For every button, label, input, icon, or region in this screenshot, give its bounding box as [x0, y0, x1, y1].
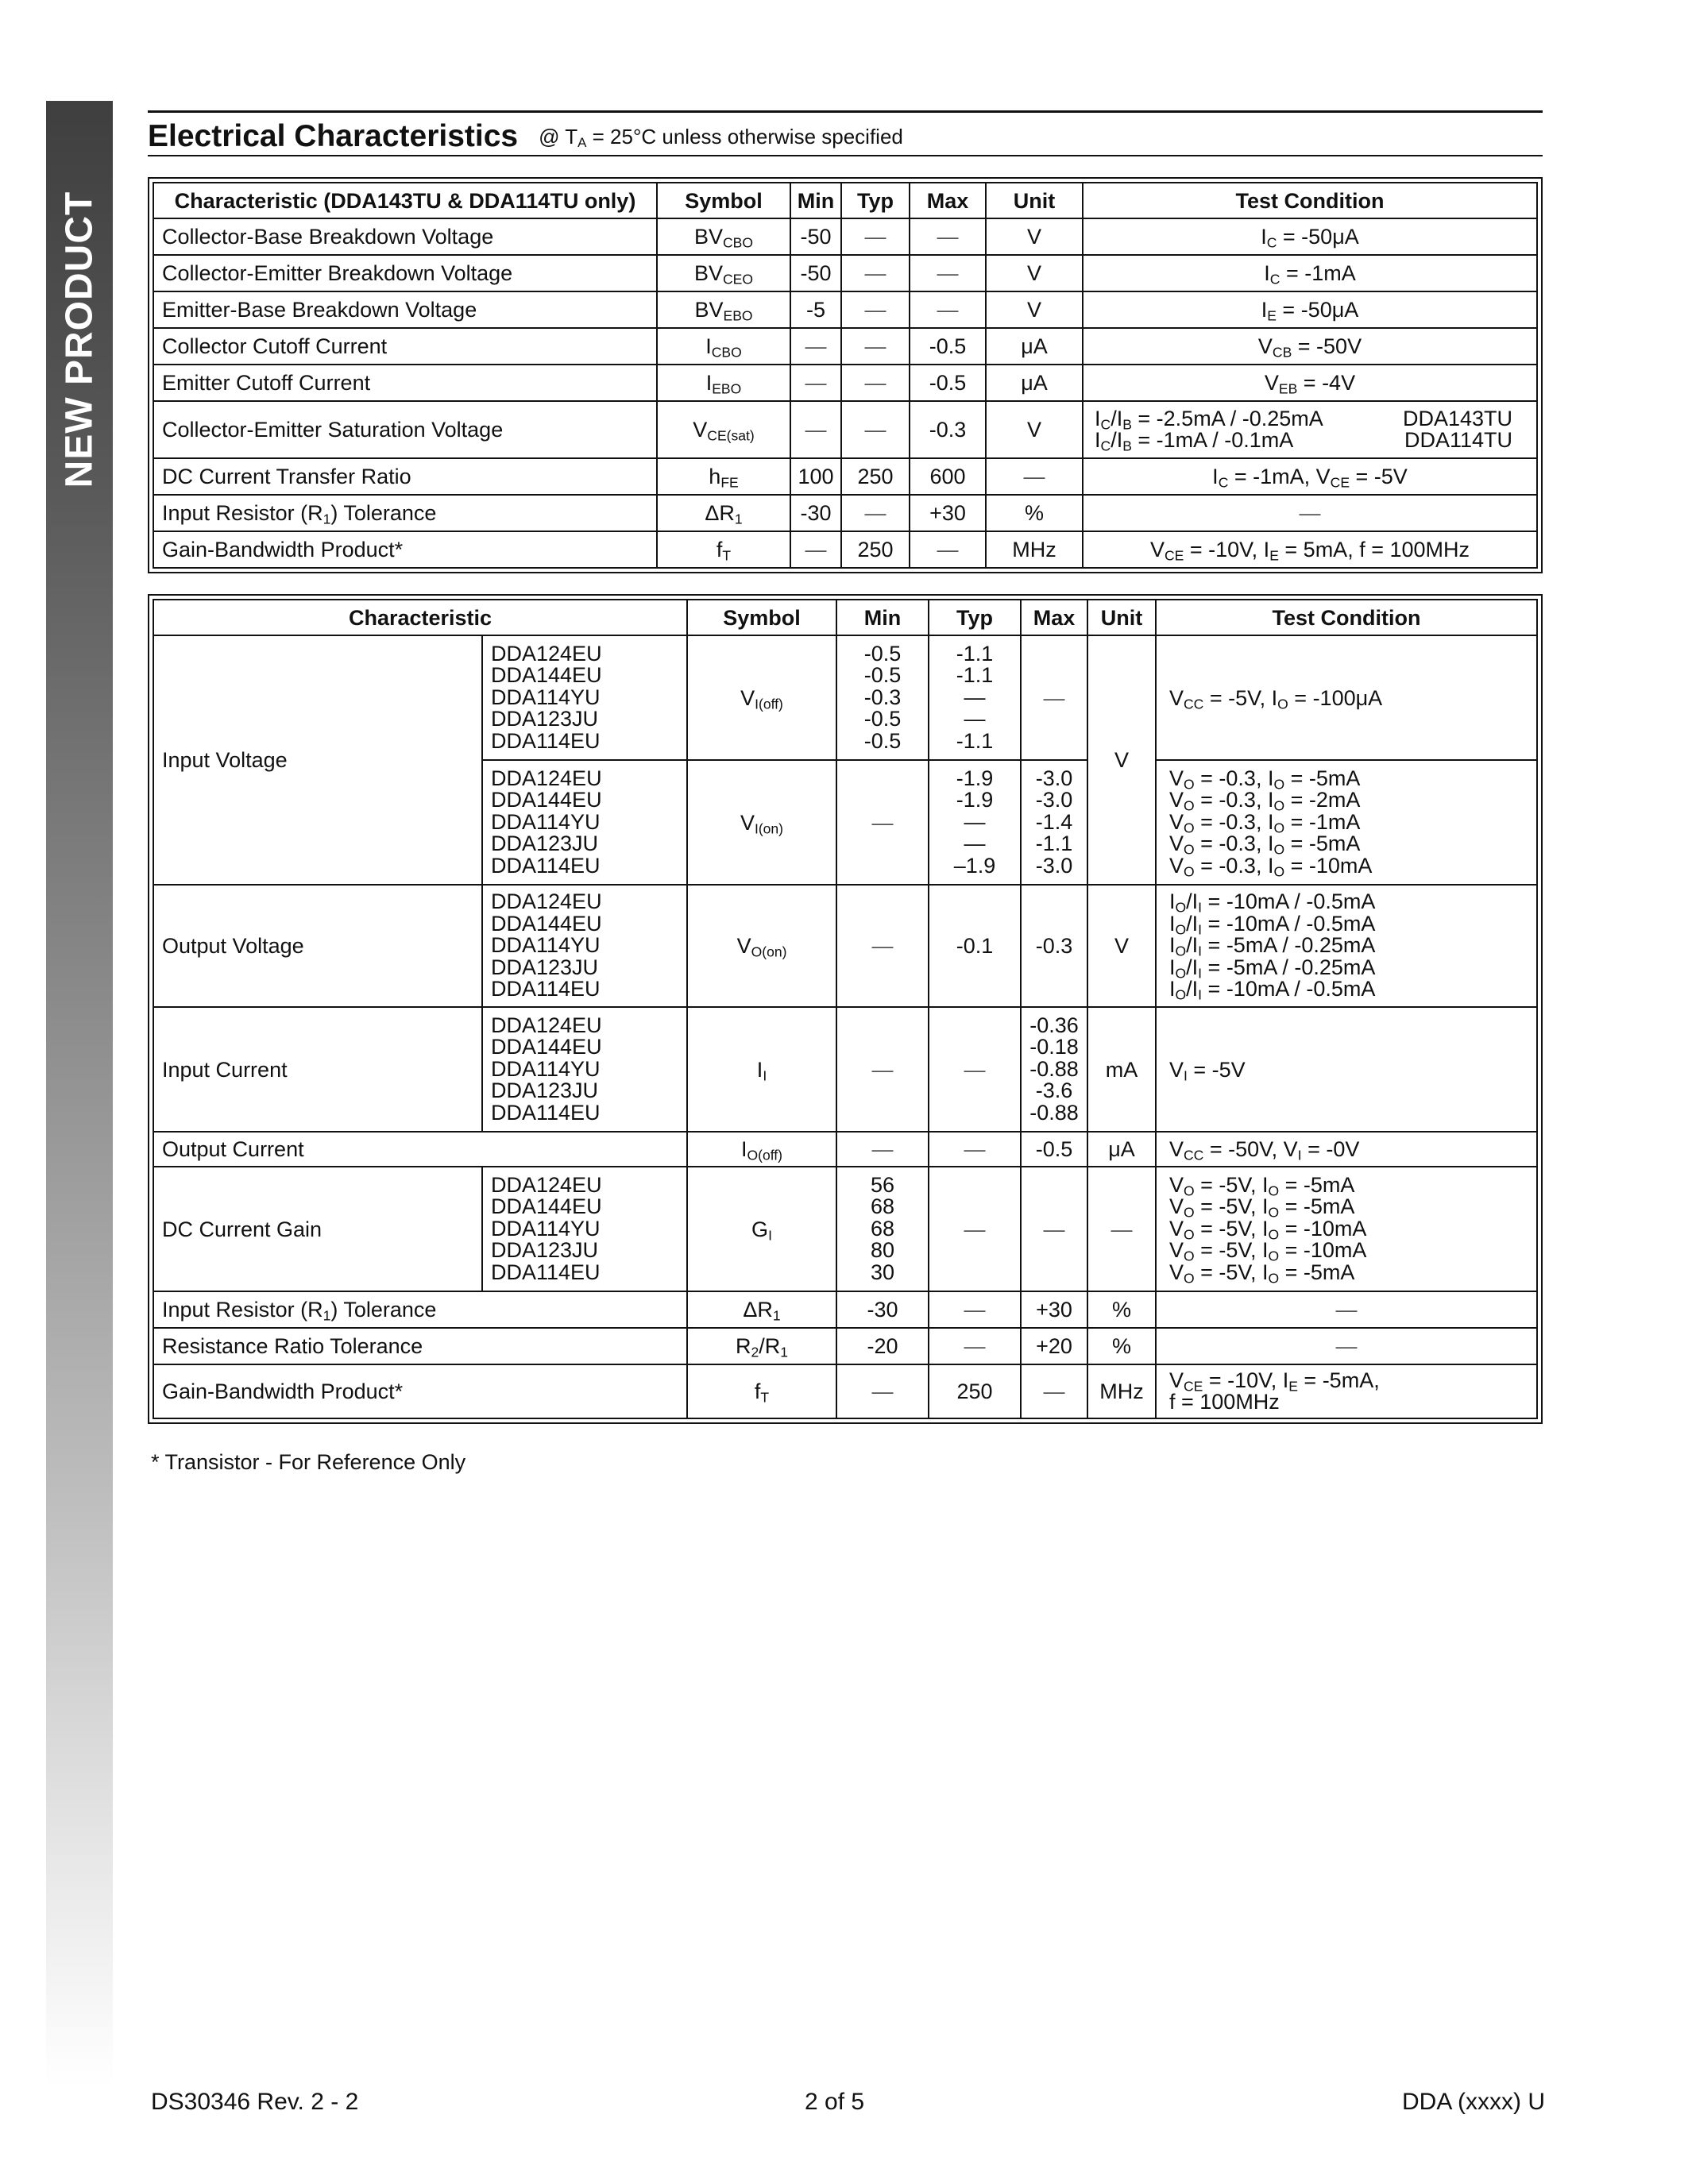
section-title: Electrical Characteristics: [148, 119, 519, 153]
table-row: Input Current DDA124EU DDA144EU DDA114YU DDA123JU DDA114EU $I_I$ — — -0.36 -0.18 -0.88 -3.6 -0.88 mA $V_I = -5V$: [153, 1007, 1537, 1132]
part-list: DDA124EU DDA144EU DDA114YU DDA123JU DDA114EU: [482, 760, 687, 885]
table-row: Emitter-Base Breakdown Voltage $BV_{EBO}$ -5 — — V $I_E = -50\mu A$: [153, 291, 1537, 328]
table-row: DC Current Transfer Ratio $h_{FE}$ 100 250 600 — $I_C = -1mA$, $V_{CE} = -5V$: [153, 458, 1537, 495]
characteristics-table-2: [148, 594, 1543, 1424]
footer-page-number: 2 of 5: [805, 2089, 865, 2115]
part-list: DDA124EU DDA144EU DDA114YU DDA123JU DDA114EU: [482, 1167, 687, 1291]
part-list: DDA124EU DDA144EU DDA114YU DDA123JU DDA114EU: [482, 1007, 687, 1132]
table-row: Collector Cutoff Current $I_{CBO}$ — — -0.5 μA $V_{CB} = -50V$: [153, 328, 1537, 365]
table-row: DDA124EU DDA144EU DDA114YU DDA123JU DDA114EU $V_{I(on)}$ — -1.9 -1.9 — — –1.9 -3.0 -3.0 -1.4 -1.1 -3.0 $V_O = -0.3$, $I_O = -5mA$ $V_O = -0.3$, $I_O = -2mA$ $V_O = -0.3$, $I_O = -1mA$ $V_O = -0.3$, $I_O = -5mA$ $V_O = -0.3$, $I_O = -10mA$: [153, 760, 1537, 885]
table-row: DC Current Gain DDA124EU DDA144EU DDA114YU DDA123JU DDA114EU $G_I$ 56 68 68 80 30 — — — $V_O = -5V$, $I_O = -5mA$ $V_O = -5V$, $I_O = -5mA$ $V_O = -5V$, $I_O = -10mA$ $V_O = -5V$, $I_O = -10mA$ $V_O = -5V$, $I_O = -5mA$: [153, 1167, 1537, 1291]
table-row: Collector-Base Breakdown Voltage $BV_{CBO}$ -50 — — V $I_C = -50\mu A$: [153, 218, 1537, 255]
col-symbol: Symbol: [657, 183, 790, 218]
col-typ: Typ: [841, 183, 910, 218]
header-top-rule: [148, 110, 1543, 113]
part-list: DDA124EU DDA144EU DDA114YU DDA123JU DDA114EU: [482, 885, 687, 1007]
col-test-condition: Test Condition: [1083, 183, 1537, 218]
table-row: Gain-Bandwidth Product* $f_T$ — 250 — MHz $V_{CE} = -10V$, $I_E = -5mA$, f = 100MHz: [153, 1364, 1537, 1418]
section-condition: @ $T_A = 25^\circ C$ unless otherwise specified: [539, 125, 903, 151]
col-test-condition: Test Condition: [1156, 600, 1537, 635]
table-row: Input Resistor $(R_1)$ Tolerance $\Delta R_1$ -30 — +30 % —: [153, 495, 1537, 531]
table-row: Input Voltage DDA124EU DDA144EU DDA114YU DDA123JU DDA114EU $V_{I(off)}$ -0.5 -0.5 -0.3 -0.5 -0.5 -1.1 -1.1 — — -1.1 — V $V_{CC} = -5V$, $I_O = -100\mu A$: [153, 635, 1537, 760]
col-min: Min: [836, 600, 929, 635]
col-unit: Unit: [986, 183, 1083, 218]
col-max: Max: [910, 183, 986, 218]
col-symbol: Symbol: [687, 600, 836, 635]
footnote: * Transistor - For Reference Only: [151, 1450, 466, 1474]
col-unit: Unit: [1087, 600, 1156, 635]
col-characteristic: Characteristic: [153, 600, 687, 635]
new-product-label: NEW PRODUCT: [58, 191, 101, 488]
footer-doc-number: DS30346 Rev. 2 - 2: [151, 2089, 359, 2115]
table-row: Collector-Emitter Breakdown Voltage $BV_{CEO}$ -50 — — V $I_C = -1mA$: [153, 255, 1537, 291]
table-header-row: [153, 600, 1537, 635]
header-bottom-rule: [148, 155, 1543, 156]
col-max: Max: [1021, 600, 1087, 635]
table-row: Output Voltage DDA124EU DDA144EU DDA114YU DDA123JU DDA114EU $V_{O(on)}$ — -0.1 -0.3 V $I_O/I_I = -10mA / -0.5mA$ $I_O/I_I = -10mA / -0.5mA$ $I_O/I_I = -5mA / -0.25mA$ $I_O/I_I = -5mA / -0.25mA$ $I_O/I_I = -10mA / -0.5mA$: [153, 885, 1537, 1007]
table-row: Emitter Cutoff Current $I_{EBO}$ — — -0.5 μA $V_{EB} = -4V$: [153, 365, 1537, 401]
col-characteristic: Characteristic (DDA143TU & DDA114TU only): [153, 183, 657, 218]
col-typ: Typ: [929, 600, 1021, 635]
table-row: Resistance Ratio Tolerance $R_2/R_1$ -20 — +20 % —: [153, 1328, 1537, 1364]
section-header: [148, 116, 1543, 154]
table-row: Gain-Bandwidth Product* $f_T$ — 250 — MHz $V_{CE} = -10V$, $I_E = 5mA$, f = 100MHz: [153, 531, 1537, 568]
footer-part-name: DDA (xxxx) U: [1402, 2089, 1545, 2115]
table-row: Collector-Emitter Saturation Voltage $V_{CE(sat)}$ — — -0.3 V $I_C/I_B = -2.5mA / -0.25mA$ DDA143TU $I_C/I_B = -1mA / -0.1mA$ DDA114TU: [153, 401, 1537, 458]
col-min: Min: [790, 183, 841, 218]
side-banner: [46, 101, 113, 2086]
part-list: DDA124EU DDA144EU DDA114YU DDA123JU DDA114EU: [482, 635, 687, 760]
table-row: Output Current $I_{O(off)}$ — — -0.5 μA $V_{CC} = -50V$, $V_I = -0V$: [153, 1132, 1537, 1167]
table-row: Input Resistor $(R_1)$ Tolerance $\Delta R_1$ -30 — +30 % —: [153, 1291, 1537, 1328]
characteristics-table-1: [148, 177, 1543, 573]
table-header-row: [153, 183, 1537, 218]
